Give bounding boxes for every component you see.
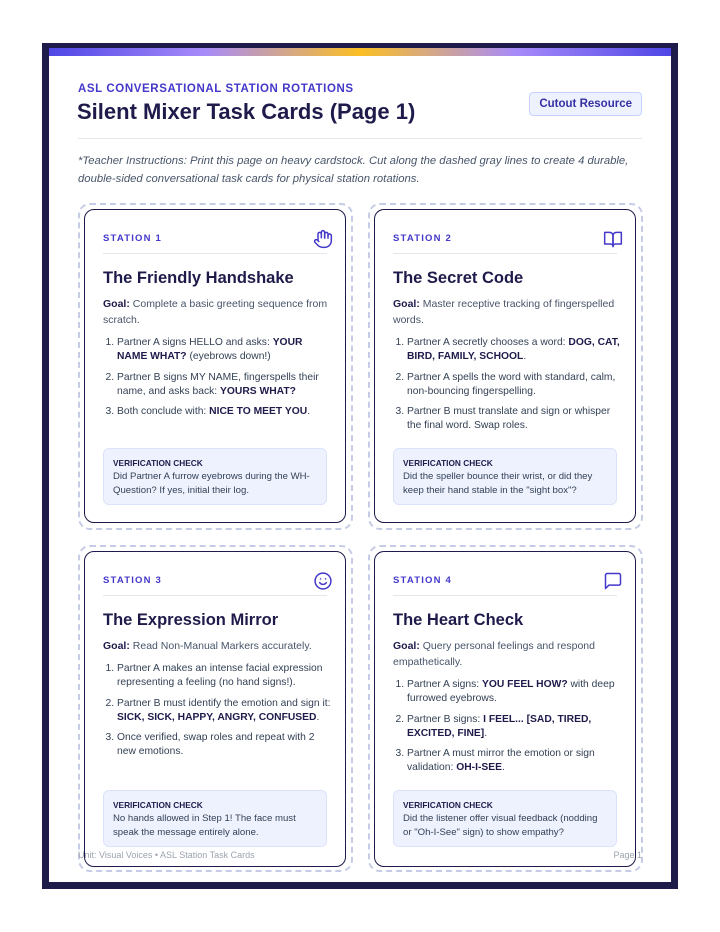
verification-heading: VERIFICATION CHECK (403, 800, 493, 810)
verification-text: Did the listener offer visual feedback (nodding or "Oh-I-See" sign) to show empathy? (403, 813, 598, 838)
station-label: STATION 2 (393, 233, 453, 244)
step-keyword: DOG, CAT, BIRD, FAMILY, SCHOOL (407, 337, 620, 362)
verification-text: No hands allowed in Step 1! The face must speak the message entirely alone. (113, 813, 296, 838)
station-divider (393, 595, 617, 596)
station-divider (103, 253, 327, 254)
station-label: STATION 4 (393, 575, 453, 586)
verification-check (103, 448, 327, 505)
card-goal (103, 296, 329, 328)
speech-bubble-icon (603, 571, 623, 591)
step-item (117, 731, 333, 759)
station-divider (103, 595, 327, 596)
goal-text: Read Non-Manual Markers accurately. (132, 640, 312, 652)
smiley-face-icon (313, 571, 333, 591)
header-divider (78, 138, 642, 139)
step-text: Once verified, swap roles and repeat with 2 new emotions. (117, 732, 315, 757)
step-keyword: I FEEL... [SAD, TIRED, EXCITED, FINE] (407, 713, 592, 739)
card-title: The Friendly Handshake (103, 269, 294, 287)
book-icon (603, 229, 623, 249)
steps-list (103, 336, 333, 426)
step-item (407, 405, 623, 433)
step-text: Partner A signs: (407, 679, 482, 690)
steps-list (393, 678, 623, 782)
task-card-sheet (49, 48, 671, 882)
goal-text: Query personal feelings and respond empathetically. (393, 640, 595, 668)
verification-check (103, 790, 327, 847)
step-text: Both conclude with: (117, 406, 210, 417)
goal-text: Complete a basic greeting sequence from scratch. (103, 298, 328, 326)
step-keyword: OH-I-SEE (456, 762, 503, 773)
card-goal (103, 638, 329, 654)
goal-label: Goal: (103, 298, 130, 310)
step-text: Partner A makes an intense facial expression representing a feeling (no hand signs!). (117, 663, 323, 688)
step-text: . (307, 406, 311, 417)
verification-heading: VERIFICATION CHECK (113, 458, 203, 468)
step-text: . (484, 727, 488, 739)
step-text: Partner B must translate and sign or whisper the final word. Swap roles. (407, 406, 611, 431)
station-label: STATION 3 (103, 575, 163, 586)
verification-heading: VERIFICATION CHECK (403, 458, 493, 468)
task-card-station-2 (374, 209, 636, 523)
step-text: (eyebrows down!) (186, 351, 271, 362)
step-text: Partner A secretly chooses a word: (407, 337, 569, 348)
steps-list (393, 336, 623, 440)
step-text: Partner B must identify the emotion and sign it: (117, 697, 331, 709)
step-text: Partner A signs HELLO and asks: (117, 337, 273, 348)
step-text: Partner B signs MY NAME, fingerspells their name, and asks back: (117, 371, 319, 397)
card-goal (393, 638, 619, 670)
step-keyword: YOURS WHAT? (220, 385, 296, 397)
step-item (117, 405, 333, 419)
hand-icon (313, 229, 333, 249)
step-item (117, 371, 333, 399)
step-text: . (523, 351, 527, 362)
goal-text: Master receptive tracking of fingerspelled words. (393, 298, 615, 326)
task-card-station-4 (374, 551, 636, 867)
card-title: The Heart Check (393, 611, 524, 629)
step-text: Partner A must mirror the emotion or sign validation: (407, 748, 595, 773)
page-title: Silent Mixer Task Cards (Page 1) (77, 99, 416, 124)
task-card-station-1 (84, 209, 346, 523)
goal-label: Goal: (393, 640, 420, 652)
step-item (407, 678, 623, 706)
step-item (117, 662, 333, 690)
station-label: STATION 1 (103, 233, 163, 244)
station-divider (393, 253, 617, 254)
verification-check (393, 448, 617, 505)
step-keyword: YOU FEEL HOW? (481, 679, 568, 690)
page-eyebrow: ASL CONVERSATIONAL STATION ROTATIONS (78, 83, 354, 95)
step-item (407, 371, 623, 399)
step-text: . (502, 762, 505, 773)
step-text: Partner B signs: (407, 713, 484, 725)
step-item (407, 747, 623, 775)
footer-unit-label: Unit: Visual Voices • ASL Station Task Cards (78, 850, 255, 860)
step-text: Partner A spells the word with standard, calm, non-bouncing fingerspelling. (407, 371, 616, 397)
goal-label: Goal: (103, 640, 130, 652)
step-item (407, 713, 623, 741)
gradient-top-bar (49, 48, 671, 56)
teacher-instructions: *Teacher Instructions: Print this page on heavy cardstock. Cut along the dashed gray lines to create 4 durable, double-sided conversational task cards for physical station rotations. (78, 155, 629, 185)
verification-heading: VERIFICATION CHECK (113, 800, 203, 810)
step-keyword: SICK, SICK, HAPPY, ANGRY, CONFUSED (117, 711, 317, 723)
step-item (407, 336, 623, 364)
verification-text: Did Partner A furrow eyebrows during the WH-Question? If yes, initial their log. (113, 471, 310, 496)
step-keyword: NICE TO MEET YOU (209, 406, 308, 417)
step-text: . (316, 711, 320, 723)
task-card-station-3 (84, 551, 346, 867)
step-item (117, 336, 333, 364)
step-text: with deep furrowed eyebrows. (407, 679, 615, 704)
footer-page-number: Page 1 (613, 850, 642, 860)
verification-check (393, 790, 617, 847)
card-title: The Expression Mirror (103, 611, 279, 629)
verification-text: Did the speller bounce their wrist, or did they keep their hand stable in the "sight box"? (403, 471, 593, 496)
step-item (117, 697, 333, 725)
card-title: The Secret Code (393, 269, 524, 287)
goal-label: Goal: (393, 298, 420, 310)
card-goal (393, 296, 619, 328)
step-keyword: YOUR NAME WHAT? (117, 337, 303, 362)
steps-list (103, 662, 333, 766)
cutout-resource-badge: Cutout Resource (529, 92, 642, 116)
